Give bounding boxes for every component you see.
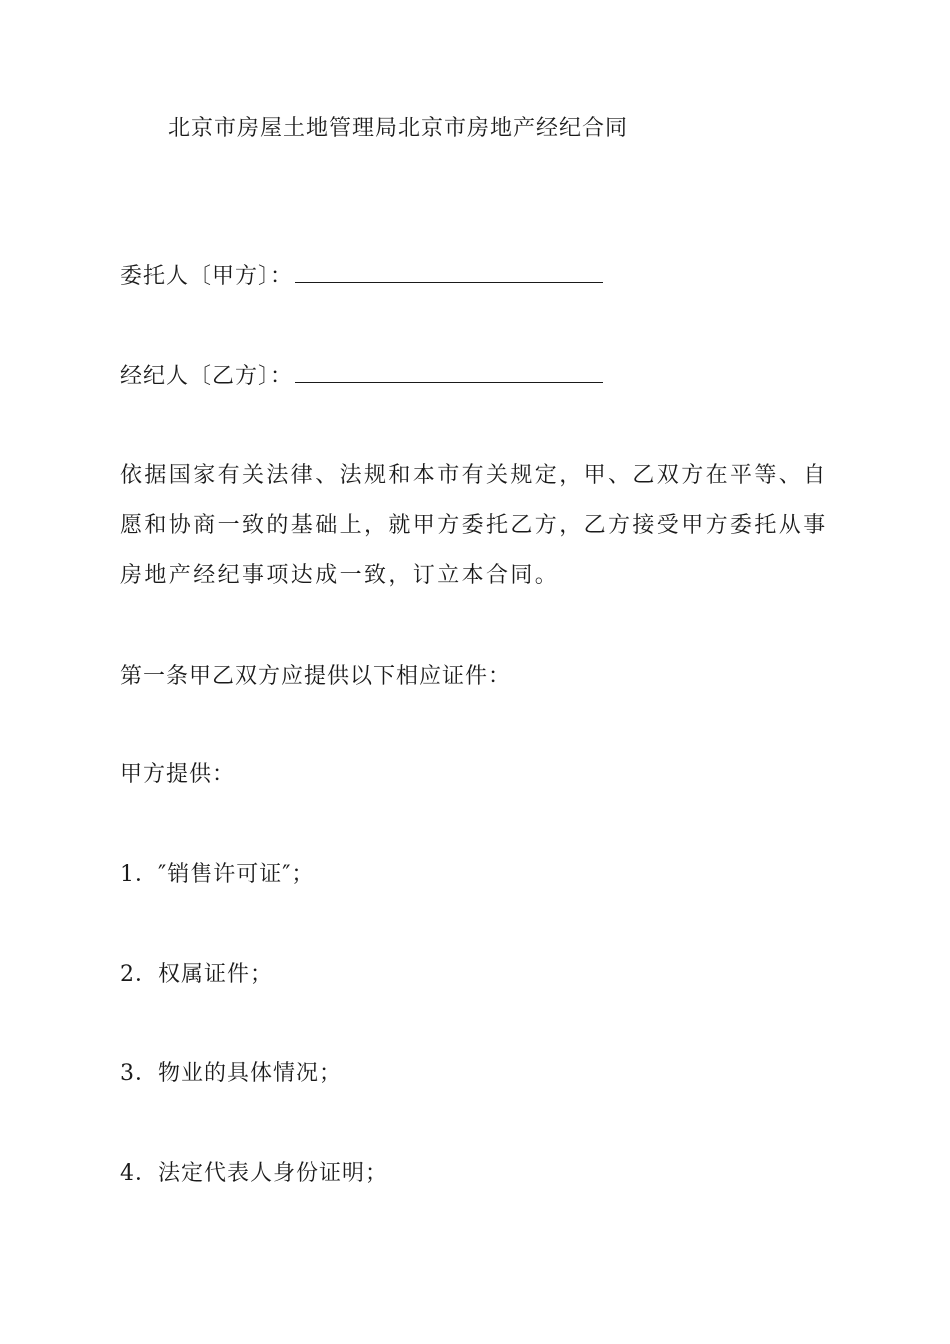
party-b-row: [120, 362, 603, 392]
preamble-paragraph: 依据国家有关法律、法规和本市有关规定，甲、乙双方在平等、自愿和协商一致的基础上，就甲方委托乙方，乙方接受甲方委托从事房地产经纪事项达成一致，订立本合同。: [120, 463, 828, 588]
list-item: 3．物业的具体情况；: [120, 1061, 342, 1086]
party-b-label: 经纪人〔乙方〕：: [120, 364, 294, 389]
article-1-heading: 第一条甲乙双方应提供以下相应证件：: [120, 664, 512, 689]
party-a-provides-heading: 甲方提供：: [120, 762, 236, 787]
party-a-row: [120, 262, 603, 292]
list-item: 1．″销售许可证″；: [120, 862, 315, 887]
party-a-label: 委托人〔甲方〕：: [120, 264, 294, 289]
party-b-blank: [295, 362, 603, 383]
list-item: 4．法定代表人身份证明；: [120, 1161, 388, 1186]
party-a-blank: [295, 262, 603, 283]
document-title: 北京市房屋土地管理局北京市房地产经纪合同: [168, 116, 629, 141]
list-item: 2．权属证件；: [120, 962, 273, 987]
